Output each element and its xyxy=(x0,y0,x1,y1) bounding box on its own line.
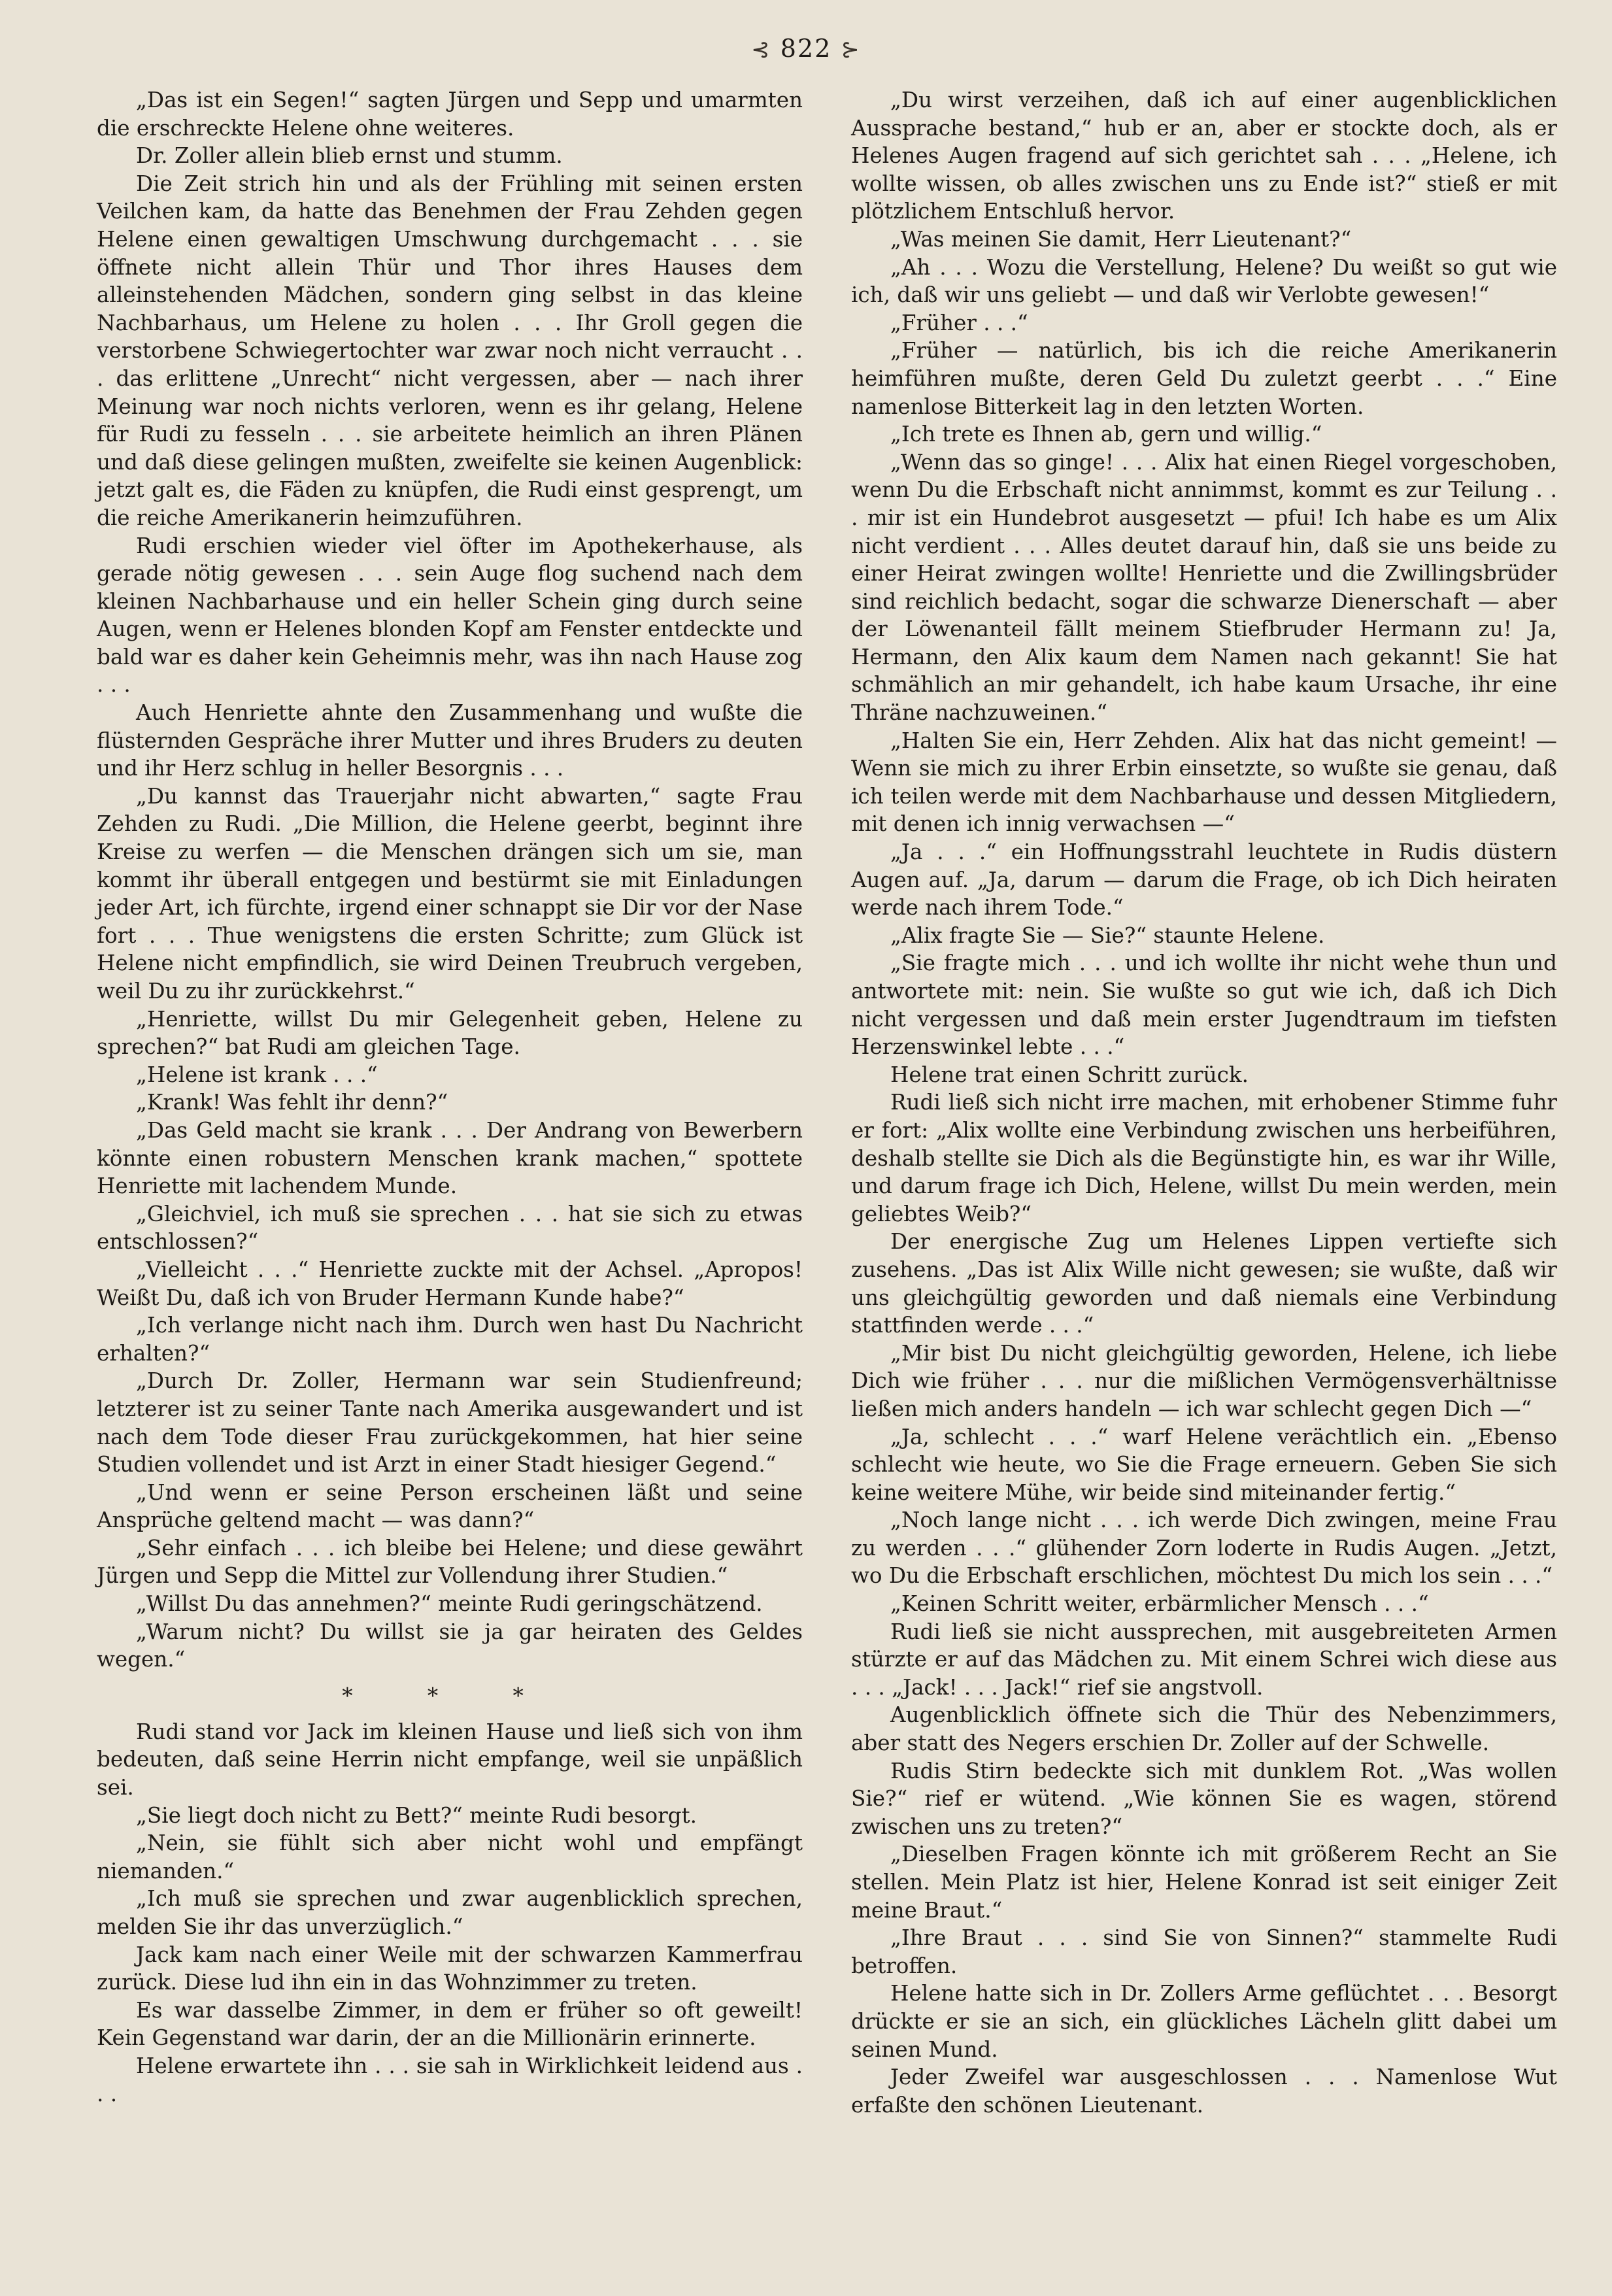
paragraph: „Sehr einfach . . . ich bleibe bei Helene; und diese gewährt Jürgen und Sepp die Mittel zur Vollendung ihrer Studien.“ xyxy=(97,1535,803,1589)
page-number: 822 xyxy=(780,34,832,63)
paragraph: „Wenn das so ginge! . . . Alix hat einen Riegel vorgeschoben, wenn Du die Erbschaft nicht annimmst, kommt es zur Teilung . . . mir ist ein Hundebrot ausgesetzt — pfui! Ich habe es um Alix nicht verdient . . . Alles deutet darauf hin, daß sie uns beide zu einer Heirat zwingen wollte! Henriette und die Zwillingsbrüder sind reichlich bedacht, sogar die schwarze Dienerschaft — aber der Löwenanteil fällt meinem Stiefbruder Hermann zu! Ja, Hermann, den Alix kaum dem Namen nach gekannt! Sie hat schmählich an mir gehandelt, ich habe kaum Ursache, ihr eine Thräne nachzuweinen.“ xyxy=(851,449,1557,726)
paragraph: „Und wenn er seine Person erscheinen läßt und seine Ansprüche geltend macht — was dann?“ xyxy=(97,1479,803,1533)
section-separator: * * * xyxy=(342,1683,558,1708)
paragraph: „Durch Dr. Zoller, Hermann war sein Studienfreund; letzterer ist zu seiner Tante nach Amerika ausgewandert und ist nach dem Tode dieser Frau zurückgekommen, hat hier seine Studien vollendet und ist Arzt in einer Stadt hiesiger Gegend.“ xyxy=(97,1368,803,1477)
paragraph: „Das Geld macht sie krank . . . Der Andrang von Bewerbern könnte einen robustern Menschen krank machen,“ spottete Henriette mit lachendem Munde. xyxy=(97,1117,803,1199)
paragraph: Dr. Zoller allein blieb ernst und stumm. xyxy=(136,143,563,169)
paragraph: „Warum nicht? Du willst sie ja gar heiraten des Geldes wegen.“ xyxy=(97,1619,803,1672)
paragraph: Es war dasselbe Zimmer, in dem er früher so oft geweilt! Kein Gegenstand war darin, der an die Millionärin erinnerte. xyxy=(97,1997,803,2051)
paragraph: „Dieselben Fragen könnte ich mit größerem Recht an Sie stellen. Mein Platz ist hier, Helene Konrad ist seit einiger Zeit meine Braut.“ xyxy=(851,1842,1557,1923)
paragraph: „Was meinen Sie damit, Herr Lieutenant?“ xyxy=(890,226,1352,252)
paragraph: „Das ist ein Segen!“ sagten Jürgen und Sepp und umarmten die erschreckte Helene ohne weiteres. xyxy=(97,88,803,141)
paragraph: Rudi ließ sich nicht irre machen, mit erhobener Stimme fuhr er fort: „Alix wollte eine Verbindung zwischen uns herbeiführen, deshalb stellte sie Dich als die Begünstigte hin, es war ihr Wille, und darum frage ich Dich, Helene, willst Du mein werden, mein geliebtes Weib?“ xyxy=(851,1090,1557,1226)
paragraph: „Nein, sie fühlt sich aber nicht wohl und empfängt niemanden.“ xyxy=(97,1831,803,1883)
paragraph: „Vielleicht . . .“ Henriette zuckte mit der Achsel. „Apropos! Weißt Du, daß ich von Bruder Hermann Kunde habe?“ xyxy=(97,1257,803,1310)
paragraph: „Alix fragte Sie — Sie?“ staunte Helene. xyxy=(890,922,1325,948)
paragraph: „Ja, schlecht . . .“ warf Helene verächtlich ein. „Ebenso schlecht wie heute, wo Sie die Frage erneuern. Geben Sie sich keine weitere Mühe, wir beide sind miteinander fertig.“ xyxy=(851,1424,1557,1505)
ornament-left-icon: ⊰ xyxy=(751,37,771,63)
paragraph: „Henriette, willst Du mir Gelegenheit geben, Helene zu sprechen?“ bat Rudi am gleichen Tage. xyxy=(97,1006,803,1060)
paragraph: Rudi stand vor Jack im kleinen Hause und ließ sich von ihm bedeuten, daß seine Herrin nicht empfange, weil sie unpäßlich sei. xyxy=(97,1719,803,1800)
paragraph: „Keinen Schritt weiter, erbärmlicher Mensch . . .“ xyxy=(890,1591,1429,1617)
paragraph: „Helene ist krank . . .“ xyxy=(136,1062,378,1087)
paragraph: Helene erwartete ihn . . . sie sah in Wirklichkeit leidend aus . . . xyxy=(97,2053,803,2106)
paragraph: Rudi erschien wieder viel öfter im Apothekerhause, als gerade nötig gewesen . . . sein Auge flog suchend nach dem kleinen Nachbarhause und ein heller Schein ging durch seine Augen, wenn er Helenes blonden Kopf am Fenster entdeckte und bald war es daher kein Geheimnis mehr, was ihn nach Hause zog . . . xyxy=(97,533,803,698)
page-header xyxy=(0,34,1612,63)
paragraph: „Mir bist Du nicht gleichgültig geworden, Helene, ich liebe Dich wie früher . . . nur die mißlichen Vermögensverhältnisse ließen mich anders handeln — ich war schlecht gegen Dich —“ xyxy=(851,1340,1557,1421)
paragraph: „Ich muß sie sprechen und zwar augenblicklich sprechen, melden Sie ihr das unverzüglich.“ xyxy=(97,1886,803,1939)
paragraph: Auch Henriette ahnte den Zusammenhang und wußte die flüsternden Gespräche ihrer Mutter und ihres Bruders zu deuten und ihr Herz schlug in heller Besorgnis . . . xyxy=(97,700,803,781)
paragraph: „Du wirst verzeihen, daß ich auf einer augenblicklichen Aussprache bestand,“ hub er an, aber er stockte doch, als er Helenes Augen fragend auf sich gerichtet sah . . . „Helene, ich wollte wissen, ob alles zwischen uns zu Ende ist?“ stieß er mit plötzlichem Entschluß hervor. xyxy=(851,88,1557,224)
paragraph: Helene hatte sich in Dr. Zollers Arme geflüchtet . . . Besorgt drückte er sie an sich, ein glückliches Lächeln glitt dabei um seinen Mund. xyxy=(851,1981,1557,2062)
paragraph: „Früher . . .“ xyxy=(890,310,1028,335)
paragraph: „Ja . . .“ ein Hoffnungsstrahl leuchtete in Rudis düstern Augen auf. „Ja, darum — darum die Frage, ob ich Dich heiraten werde nach ihrem Tode.“ xyxy=(851,839,1557,920)
paragraph: „Sie fragte mich . . . und ich wollte ihr nicht wehe thun und antwortete mit: nein. Sie wußte so gut wie ich, daß ich Dich nicht vergessen und daß mein erster Jugendtraum im tiefsten Herzenswinkel lebte . . .“ xyxy=(851,951,1557,1060)
left-text-column xyxy=(97,86,803,2108)
paragraph: „Sie liegt doch nicht zu Bett?“ meinte Rudi besorgt. xyxy=(136,1802,697,1828)
paragraph: „Halten Sie ein, Herr Zehden. Alix hat das nicht gemeint! — Wenn sie mich zu ihrer Erbin einsetzte, so wußte sie genau, daß ich teilen werde mit dem Nachbarhause und dessen Mitgliedern, mit denen ich innig verwachsen —“ xyxy=(851,728,1557,837)
right-text-column xyxy=(851,86,1557,2119)
paragraph: Augenblicklich öffnete sich die Thür des Nebenzimmers, aber statt des Negers erschien Dr. Zoller auf der Schwelle. xyxy=(851,1702,1557,1756)
paragraph: Jeder Zweifel war ausgeschlossen . . . Namenlose Wut erfaßte den schönen Lieutenant. xyxy=(851,2065,1557,2118)
paragraph: Jack kam nach einer Weile mit der schwarzen Kammerfrau zurück. Diese lud ihn ein in das Wohnzimmer zu treten. xyxy=(97,1942,803,1995)
paragraph: „Ich trete es Ihnen ab, gern und willig.“ xyxy=(890,422,1322,447)
paragraph: „Noch lange nicht . . . ich werde Dich zwingen, meine Frau zu werden . . .“ glühender Zorn loderte in Rudis Augen. „Jetzt, wo Du die Erbschaft erschlichen, möchtest Du mich los sein . . .“ xyxy=(851,1508,1557,1589)
paragraph: „Krank! Was fehlt ihr denn?“ xyxy=(136,1090,448,1115)
ornament-right-icon: ⊱ xyxy=(841,37,861,63)
paragraph: Rudis Stirn bedeckte sich mit dunklem Rot. „Was wollen Sie?“ rief er wütend. „Wie können Sie es wagen, störend zwischen uns zu treten?“ xyxy=(851,1758,1557,1839)
paragraph: Die Zeit strich hin und als der Frühling mit seinen ersten Veilchen kam, da hatte das Benehmen der Frau Zehden gegen Helene einen gewaltigen Umschwung durchgemacht . . . sie öffnete nicht allein Thür und Thor ihres Hauses dem alleinstehenden Mädchen, sondern ging selbst in das kleine Nachbarhaus, um Helene zu holen . . . Ihr Groll gegen die verstorbene Schwiegertochter war zwar noch nicht verraucht . . . das erlittene „Unrecht“ nicht vergessen, aber — nach ihrer Meinung war noch nichts verloren, wenn es ihr gelang, Helene für Rudi zu fesseln . . . sie arbeitete heimlich an ihren Plänen und daß diese gelingen mußten, zweifelte sie keinen Augenblick: jetzt galt es, die Fäden zu knüpfen, die Rudi einst gesprengt, um die reiche Amerikanerin heimzuführen. xyxy=(97,171,803,530)
paragraph: Helene trat einen Schritt zurück. xyxy=(890,1062,1249,1087)
paragraph: „Ah . . . Wozu die Verstellung, Helene? Du weißt so gut wie ich, daß wir uns geliebt — und daß wir Verlobte gewesen!“ xyxy=(851,254,1557,308)
paragraph: „Gleichviel, ich muß sie sprechen . . . hat sie sich zu etwas entschlossen?“ xyxy=(97,1201,803,1255)
paragraph: „Ihre Braut . . . sind Sie von Sinnen?“ stammelte Rudi betroffen. xyxy=(851,1925,1557,1978)
paragraph: Der energische Zug um Helenes Lippen vertiefte sich zusehens. „Das ist Alix Wille nicht gewesen; sie wußte, daß wir uns gleichgültig geworden und daß niemals eine Verbindung stattfinden werde . . .“ xyxy=(851,1229,1557,1338)
paragraph: „Du kannst das Trauerjahr nicht abwarten,“ sagte Frau Zehden zu Rudi. „Die Million, die Helene geerbt, beginnt ihre Kreise zu werfen — die Menschen drängen sich um sie, man kommt ihr überall entgegen und bestürmt sie mit Einladungen jeder Art, ich fürchte, irgend einer schnappt sie Dir vor der Nase fort . . . Thue wenigstens die ersten Schritte; zum Glück ist Helene nicht empfindlich, sie wird Deinen Treubruch vergeben, weil Du zu ihr zurückkehrst.“ xyxy=(97,783,803,1004)
paragraph: „Ich verlange nicht nach ihm. Durch wen hast Du Nachricht erhalten?“ xyxy=(97,1313,803,1366)
paragraph: „Früher — natürlich, bis ich die reiche Amerikanerin heimführen mußte, deren Geld Du zuletzt geerbt . . .“ Eine namenlose Bitterkeit lag in den letzten Worten. xyxy=(851,338,1557,419)
paragraph: „Willst Du das annehmen?“ meinte Rudi geringschätzend. xyxy=(136,1591,763,1617)
paragraph: Rudi ließ sie nicht aussprechen, mit ausgebreiteten Armen stürzte er auf das Mädchen zu. Mit einem Schrei wich diese aus . . . „Jack! . . . Jack!“ rief sie angstvoll. xyxy=(851,1619,1557,1700)
